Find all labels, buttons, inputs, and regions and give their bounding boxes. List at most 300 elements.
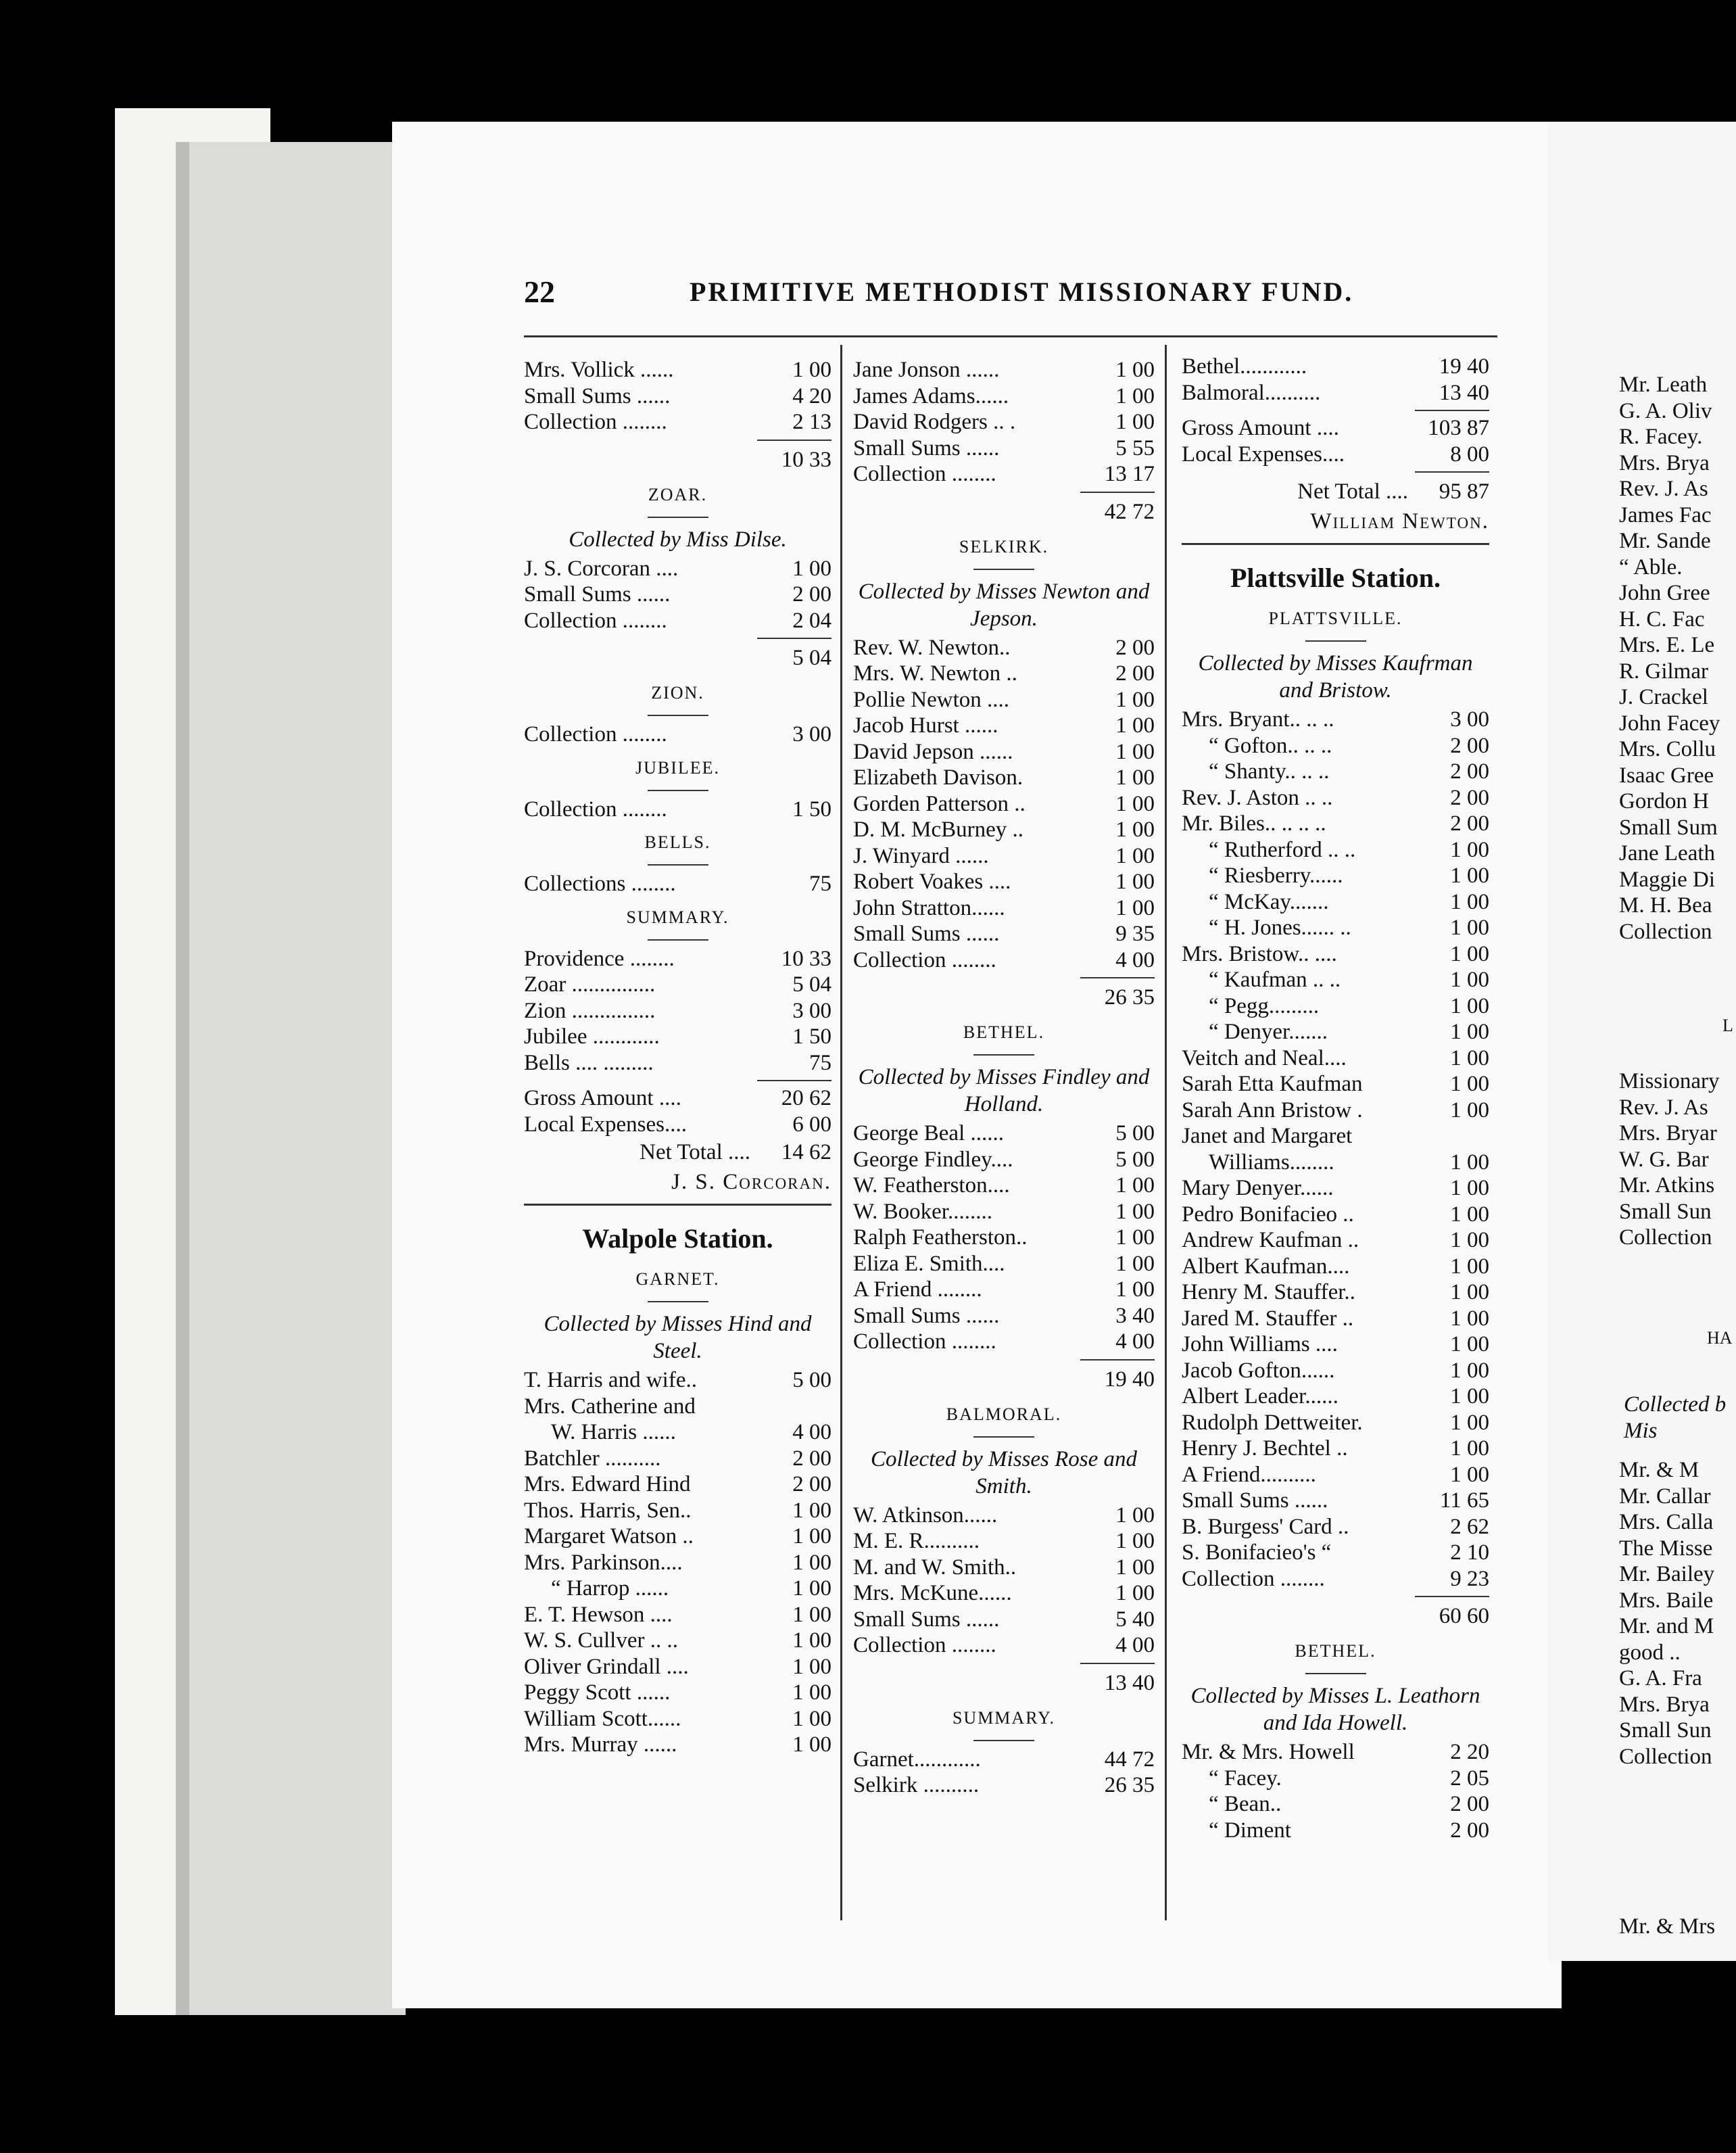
entry-amount: 2 20 (1450, 1740, 1489, 1764)
entry-name: Collection ........ (853, 1329, 996, 1354)
entry-amount: 1 00 (1115, 1199, 1155, 1224)
ledger-row (853, 687, 1155, 713)
entry-name: Thos. Harris, Sen.. (524, 1498, 692, 1523)
facing-page-text-block (1619, 1457, 1714, 1770)
facing-page-line: G. A. Fra (1619, 1666, 1702, 1690)
heading-rule (1305, 640, 1366, 642)
facing-page-line: Jane Leath (1619, 841, 1716, 866)
facing-page-line: Maggie Di (1619, 867, 1716, 892)
entry-amount: 4 00 (792, 1420, 831, 1444)
section-heading: ZOAR. (648, 484, 708, 504)
entry-name: B. Burgess' Card .. (1182, 1514, 1349, 1539)
entry-amount: 1 00 (1450, 1176, 1489, 1200)
entry-name: W. S. Cullver .. .. (524, 1628, 678, 1653)
section-total: 10 33 (781, 447, 831, 472)
station-title: Walpole Station. (582, 1223, 773, 1254)
entry-amount: 75 (809, 1050, 831, 1075)
facing-page-line: R. Facey. (1619, 425, 1703, 449)
entry-name: “ Gofton.. .. .. (1209, 733, 1332, 758)
entry-name: Jared M. Stauffer .. (1182, 1306, 1354, 1331)
facing-page-line: Mr. Sande (1619, 529, 1711, 553)
ledger-row (1182, 415, 1489, 442)
entry-name: Small Sums ...... (1182, 1488, 1328, 1513)
entry-amount: 1 00 (1450, 1150, 1489, 1175)
ledger-row (853, 1747, 1155, 1773)
ledger-row (1182, 811, 1489, 837)
entry-amount: 1 00 (792, 1628, 831, 1653)
entry-amount: 20 62 (781, 1086, 831, 1110)
ledger-row (1182, 1331, 1489, 1358)
facing-page-line: Mrs. Calla (1619, 1510, 1714, 1534)
entry-amount: 10 33 (781, 946, 831, 971)
entry-name: “ H. Jones...... .. (1209, 916, 1351, 940)
entry-name: Mrs. Parkinson.... (524, 1550, 683, 1575)
entry-name: Pedro Bonifacieo .. (1182, 1202, 1354, 1227)
ledger-row (524, 1446, 831, 1472)
facing-page-line: Mr. Callar (1619, 1484, 1711, 1509)
entry-amount: 1 00 (1115, 870, 1155, 894)
collector-line: Collected by Misses Hind and Steel. (544, 1312, 812, 1363)
entry-name: Collection ........ (524, 797, 667, 822)
entry-name: Mary Denyer...... (1182, 1176, 1334, 1200)
entry-amount: 1 00 (1115, 791, 1155, 816)
ledger-row (524, 608, 831, 634)
entry-name: “ Facey. (1209, 1766, 1282, 1791)
entry-amount: 1 00 (1115, 1251, 1155, 1276)
entry-amount: 26 35 (1104, 1773, 1155, 1797)
entry-name: Margaret Watson .. (524, 1524, 694, 1548)
facing-page-line: Mr. Bailey (1619, 1562, 1715, 1586)
entry-amount: 5 00 (1115, 1121, 1155, 1145)
entry-name: Jane Jonson ...... (853, 358, 1000, 382)
section-total: 60 60 (1439, 1604, 1489, 1628)
ledger-row (853, 435, 1155, 462)
ledger-row (853, 1147, 1155, 1173)
column-divider (840, 345, 842, 1920)
ledger-row (524, 1498, 831, 1524)
ledger-row (524, 556, 831, 582)
ledger-row (853, 921, 1155, 947)
station-title: Plattsville Station. (1230, 563, 1441, 593)
entry-amount (750, 1394, 831, 1420)
facing-page-line: Mrs. Collu (1619, 737, 1716, 761)
entry-name: Gross Amount .... (1182, 416, 1339, 440)
ledger-row (524, 998, 831, 1024)
entry-amount: 1 00 (1115, 1277, 1155, 1302)
entry-amount: 1 00 (1450, 889, 1489, 914)
ledger-row (524, 1112, 831, 1138)
entry-name: Mrs. Vollick ...... (524, 358, 674, 382)
collector-line: Collected by Misses Findley and Holland. (858, 1065, 1150, 1116)
facing-page-line: J. Crackel (1619, 685, 1708, 709)
ledger-row (1182, 707, 1489, 733)
entry-amount: 3 00 (1450, 707, 1489, 732)
ledger-row (853, 1277, 1155, 1303)
ledger-row (1182, 1540, 1489, 1566)
facing-page-line: Mrs. E. Le (1619, 633, 1715, 657)
entry-amount: 2 62 (1450, 1514, 1489, 1539)
ledger-row (524, 721, 831, 748)
entry-amount: 1 00 (1450, 1072, 1489, 1096)
entry-name: Collection ........ (853, 462, 996, 486)
entry-name: Bethel............ (1182, 354, 1307, 379)
entry-amount: 1 00 (1450, 1280, 1489, 1304)
entry-name: John Stratton...... (853, 895, 1005, 920)
entry-name: Garnet............ (853, 1747, 981, 1772)
facing-page-line: Missionary (1619, 1069, 1720, 1093)
entry-amount: 1 00 (1115, 1529, 1155, 1553)
entry-name: “ Bean.. (1209, 1792, 1282, 1816)
entry-amount: 1 00 (792, 1654, 831, 1679)
ledger-row (524, 1628, 831, 1654)
entry-amount: 2 00 (792, 582, 831, 607)
ledger-row (853, 869, 1155, 895)
entry-amount: 2 00 (1115, 661, 1155, 686)
heading-rule (648, 790, 708, 791)
ledger-row (1182, 1514, 1489, 1540)
ledger-row (1182, 1175, 1489, 1202)
entry-amount: 1 00 (1115, 739, 1155, 764)
page-edges (176, 142, 406, 2015)
ledger-row (853, 817, 1155, 843)
entry-name: Elizabeth Davison. (853, 765, 1023, 790)
ledger-row (853, 895, 1155, 922)
ledger-row (1182, 733, 1489, 759)
entry-amount: 2 00 (792, 1446, 831, 1471)
ledger-row (853, 1503, 1155, 1529)
entry-name: “ Riesberry...... (1209, 863, 1343, 888)
ledger-row (853, 1555, 1155, 1581)
entry-name: Ralph Featherston.. (853, 1225, 1028, 1250)
facing-page-line: Collected b (1624, 1392, 1727, 1417)
section-heading: PLATTSVILLE. (1268, 609, 1403, 628)
entry-name: Collection ........ (524, 722, 667, 747)
entry-amount: 1 00 (1115, 1555, 1155, 1580)
entry-amount: 75 (809, 872, 831, 896)
ledger-row (1182, 837, 1489, 863)
entry-name: Jacob Gofton...... (1182, 1358, 1335, 1383)
entry-name: J. Winyard ...... (853, 843, 989, 868)
entry-amount: 1 00 (1450, 1384, 1489, 1409)
ledger-row (1182, 915, 1489, 941)
entry-amount: 1 00 (792, 1576, 831, 1601)
ledger-row (853, 1120, 1155, 1147)
section-heading: ZION. (651, 683, 704, 703)
net-label: Net Total .... (640, 1140, 750, 1164)
ledger-row (524, 1576, 831, 1602)
facing-page-line: Mr. Leath (1619, 373, 1708, 397)
section-heading: BELLS. (644, 832, 711, 852)
ledger-row (853, 947, 1155, 974)
sum-rule (524, 435, 831, 445)
ledger-row (1182, 1254, 1489, 1280)
entry-amount: 1 00 (1450, 1045, 1489, 1070)
entry-name: James Adams...... (853, 383, 1009, 408)
entry-amount: 5 00 (792, 1368, 831, 1392)
entry-amount: 5 40 (1115, 1607, 1155, 1632)
heading-rule (973, 1436, 1034, 1438)
entry-name: Veitch and Neal.... (1182, 1045, 1347, 1070)
ledger-row (1182, 1150, 1489, 1176)
entry-amount: 11 65 (1439, 1488, 1489, 1513)
ledger-row (853, 1251, 1155, 1277)
entry-name: Pollie Newton .... (853, 687, 1009, 712)
entry-amount: 1 00 (792, 1550, 831, 1575)
entry-amount: 1 00 (1115, 765, 1155, 790)
ledger-row (524, 582, 831, 608)
entry-name: D. M. McBurney .. (853, 818, 1024, 842)
sum-rule (1182, 406, 1489, 415)
ledger-row (853, 713, 1155, 739)
entry-amount: 9 35 (1115, 922, 1155, 946)
ledger-row (853, 383, 1155, 410)
entry-name: Mrs. McKune...... (853, 1581, 1012, 1605)
entry-name: A Friend ........ (853, 1277, 982, 1302)
ledger-row (524, 1654, 831, 1680)
ledger-row (1182, 1410, 1489, 1436)
entry-amount: 1 00 (1115, 1225, 1155, 1250)
facing-page-line: “ Able. (1619, 554, 1683, 579)
ledger-row (524, 946, 831, 972)
ledger-row (853, 1580, 1155, 1607)
ledger-row (1182, 380, 1489, 406)
entry-name: Small Sums ...... (853, 1607, 1000, 1632)
sum-rule (1182, 467, 1489, 477)
entry-amount: 6 00 (792, 1112, 831, 1137)
entry-name: Zion ............... (524, 998, 656, 1023)
ledger-row (524, 972, 831, 998)
facing-page-line: Mr. & M (1619, 1458, 1699, 1482)
entry-amount: 19 40 (1439, 354, 1489, 379)
ledger-row (524, 409, 831, 435)
net-label: Net Total .... (1297, 479, 1408, 504)
entry-name: Janet and Margaret (1182, 1124, 1353, 1148)
ledger-row (1182, 1436, 1489, 1462)
ledger-row (1182, 1383, 1489, 1410)
ledger-row (1182, 354, 1489, 380)
facing-page-collector (1624, 1392, 1726, 1444)
ledger-row (853, 1607, 1155, 1633)
entry-name: George Beal ...... (853, 1121, 1004, 1145)
ledger-row (853, 461, 1155, 488)
entry-name: “ Kaufman .. .. (1209, 968, 1341, 992)
entry-amount: 1 00 (1450, 1436, 1489, 1461)
entry-name: J. S. Corcoran .... (524, 556, 679, 581)
entry-amount: 1 00 (1450, 968, 1489, 992)
entry-name: Mrs. Edward Hind (524, 1472, 691, 1496)
ledger-row (853, 843, 1155, 870)
ledger-row (1182, 442, 1489, 468)
entry-amount: 3 00 (792, 722, 831, 747)
entry-name: Rev. J. Aston .. .. (1182, 785, 1333, 810)
net-total (1182, 477, 1489, 506)
entry-amount: 3 40 (1115, 1303, 1155, 1328)
ledger-row (524, 797, 831, 823)
entry-name: W. Harris ...... (551, 1420, 676, 1444)
ledger-row (1182, 1097, 1489, 1124)
section-total: 5 04 (792, 646, 831, 670)
sum-rule (524, 1076, 831, 1085)
entry-amount: 13 40 (1439, 380, 1489, 405)
entry-amount: 1 50 (792, 1024, 831, 1049)
entry-name: M. E. R.......... (853, 1529, 980, 1553)
facing-page-text-block (1619, 1068, 1720, 1251)
entry-name: W. Featherston.... (853, 1173, 1010, 1198)
facing-page-line: Small Sum (1619, 815, 1718, 840)
section-heading: JUBILEE. (635, 757, 721, 778)
ledger-row (524, 1050, 831, 1076)
heading-rule (973, 1054, 1034, 1056)
entry-name: A Friend.......... (1182, 1462, 1316, 1487)
section-heading: BETHEL. (1295, 1641, 1376, 1661)
entry-amount: 9 23 (1450, 1566, 1489, 1591)
entry-amount: 1 00 (1115, 383, 1155, 408)
entry-name: Rev. W. Newton.. (853, 635, 1011, 660)
entry-name: William Scott...... (524, 1706, 681, 1731)
entry-name: Rudolph Dettweiter. (1182, 1410, 1363, 1435)
ledger-row (1182, 785, 1489, 811)
facing-page-line: Collection (1619, 919, 1712, 944)
entry-name: John Williams .... (1182, 1332, 1338, 1356)
facing-page-line: Collection (1619, 1744, 1712, 1769)
ledger-row (1182, 1045, 1489, 1072)
collector-line: Collected by Miss Dilse. (569, 527, 787, 552)
facing-page-line: Isaac Gree (1619, 763, 1714, 788)
entry-amount: 1 00 (1115, 818, 1155, 842)
facing-page-line: John Gree (1619, 581, 1710, 605)
entry-name: Jacob Hurst ...... (853, 713, 998, 738)
facing-page-line: Rev. J. As (1619, 1095, 1708, 1120)
entry-amount: 2 00 (1450, 785, 1489, 810)
entry-amount: 1 00 (1450, 863, 1489, 888)
facing-page-line: Gordon H (1619, 789, 1709, 813)
ledger-row (524, 1367, 831, 1394)
heading-rule (648, 1301, 708, 1302)
entry-amount: 1 00 (1450, 1202, 1489, 1227)
sum-rule (853, 1659, 1155, 1668)
ledger-row (1182, 1227, 1489, 1254)
ledger-row (1182, 1766, 1489, 1792)
entry-name: Andrew Kaufman .. (1182, 1228, 1359, 1252)
entry-amount: 1 00 (1115, 713, 1155, 738)
ledger-row (853, 357, 1155, 383)
section-heading: BALMORAL. (946, 1404, 1062, 1424)
entry-amount: 4 00 (1115, 1633, 1155, 1657)
entry-name: Williams........ (1209, 1150, 1334, 1175)
entry-name: “ Shanty.. .. .. (1209, 759, 1330, 784)
entry-amount: 1 00 (792, 358, 831, 382)
entry-amount: 1 00 (792, 1524, 831, 1548)
ledger-row (524, 1471, 831, 1498)
entry-amount: 4 00 (1115, 947, 1155, 972)
ledger-row (1182, 1019, 1489, 1045)
heading-rule (648, 864, 708, 866)
entry-amount: 5 55 (1115, 435, 1155, 460)
facing-page-line: H. C. Fac (1619, 607, 1705, 632)
section-total: 42 72 (1104, 499, 1155, 524)
facing-page-line: Mis (1624, 1418, 1658, 1443)
ledger-row (524, 1550, 831, 1576)
entry-name: Zoar ............... (524, 972, 656, 997)
entry-name: Collection ........ (853, 1633, 996, 1657)
ledger-row (524, 1602, 831, 1628)
entry-name: Oliver Grindall .... (524, 1654, 689, 1679)
entry-name: Providence ........ (524, 946, 675, 971)
entry-name: Selkirk .......... (853, 1773, 980, 1797)
collector-line: Collected by Misses Newton and Jepson. (858, 579, 1150, 631)
entry-amount: 2 00 (1450, 1792, 1489, 1816)
ledger-row (853, 1528, 1155, 1555)
ledger-row (853, 1173, 1155, 1199)
ledger-row (1182, 1306, 1489, 1332)
entry-amount: 1 00 (1450, 1228, 1489, 1252)
ledger-row (1182, 1462, 1489, 1488)
entry-name: Batchler .......... (524, 1446, 661, 1471)
entry-amount: 1 00 (1115, 1173, 1155, 1198)
sum-rule (524, 634, 831, 643)
entry-amount: 1 00 (1450, 993, 1489, 1018)
entry-name: Henry J. Bechtel .. (1182, 1436, 1348, 1461)
section-heading: BETHEL. (963, 1022, 1045, 1042)
heading-rule (1305, 1673, 1366, 1674)
entry-amount: 1 00 (1450, 1462, 1489, 1487)
entry-amount: 2 00 (1450, 733, 1489, 758)
ledger-row (1182, 1202, 1489, 1228)
entry-amount: 2 05 (1450, 1766, 1489, 1791)
section-total: 19 40 (1104, 1367, 1155, 1392)
entry-amount (1408, 1123, 1489, 1150)
entry-amount: 1 00 (1450, 941, 1489, 966)
entry-name: Mrs. Bristow.. .... (1182, 941, 1337, 966)
ledger-row (524, 1523, 831, 1550)
facing-page-line: R. Gilmar (1619, 659, 1708, 684)
sum-rule (853, 1355, 1155, 1365)
entry-name: Collections ........ (524, 872, 676, 896)
entry-name: Gross Amount .... (524, 1086, 681, 1110)
facing-page-heading: HA (1707, 1328, 1733, 1348)
section-total: 26 35 (1104, 985, 1155, 1010)
entry-name: W. Atkinson...... (853, 1503, 998, 1528)
collector-line: Collected by Misses L. Leathorn and Ida Howell. (1190, 1684, 1480, 1735)
entry-amount: 1 00 (1450, 1410, 1489, 1435)
ledger-row (1182, 863, 1489, 889)
ledger-row (853, 1303, 1155, 1329)
entry-amount: 1 00 (1115, 410, 1155, 434)
sum-rule (853, 973, 1155, 983)
entry-amount: 2 00 (792, 1472, 831, 1496)
entry-amount: 1 00 (1450, 1332, 1489, 1356)
facing-page-text-block (1619, 372, 1720, 945)
facing-page-line: Small Sun (1619, 1199, 1712, 1224)
ledger-row (1182, 1488, 1489, 1514)
entry-name: Collection ........ (524, 608, 667, 633)
entry-amount: 1 00 (1450, 1254, 1489, 1279)
entry-amount: 2 13 (792, 410, 831, 434)
ledger-row (853, 409, 1155, 435)
entry-name: Balmoral.......... (1182, 380, 1321, 405)
running-header: PRIMITIVE METHODIST MISSIONARY FUND. (690, 277, 1354, 307)
heading-rule (973, 1740, 1034, 1741)
entry-name: Local Expenses.... (524, 1112, 688, 1137)
entry-amount: 5 00 (1115, 1147, 1155, 1172)
entry-amount: 1 00 (1450, 1020, 1489, 1044)
ledger-row (1182, 1791, 1489, 1818)
ledger-row (524, 1680, 831, 1706)
entry-name: Mrs. W. Newton .. (853, 661, 1017, 686)
ledger-row (853, 1772, 1155, 1799)
entry-amount: 2 00 (1450, 1818, 1489, 1843)
entry-name: “ Diment (1209, 1818, 1291, 1843)
